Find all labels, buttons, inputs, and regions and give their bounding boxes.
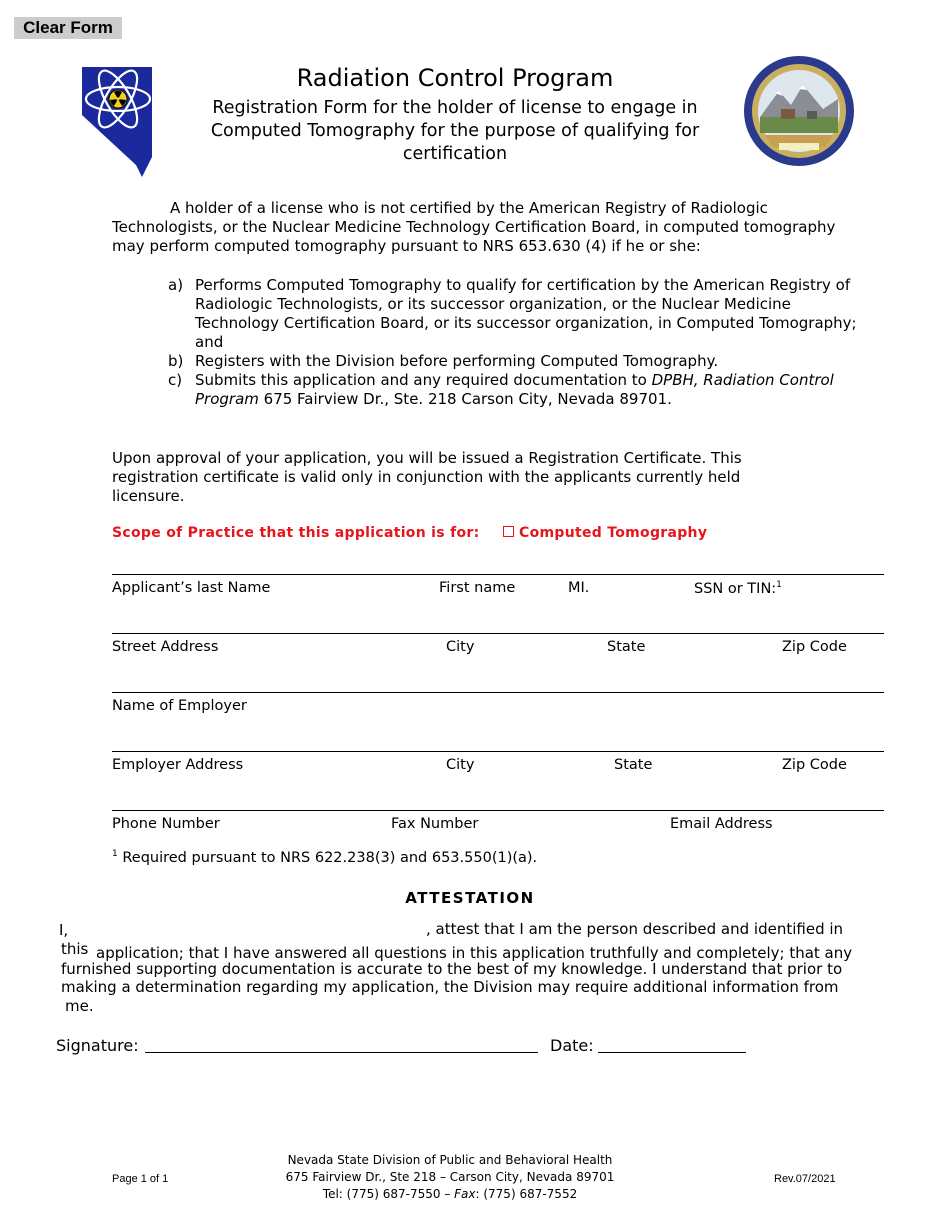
employer-zip-label: Zip Code	[782, 757, 847, 773]
intro-paragraph: A holder of a license who is not certified by the American Registry of Radiologic Technologists, or the Nuclear Medicine Technology Certification Board, in computed tomography may perform computed tomography pursuant to NRS 653.630 (4) if he or she:	[112, 199, 836, 255]
footer-phone: Tel: (775) 687-7550 – Fax: (775) 687-7552	[322, 1187, 578, 1201]
footer-address-block	[240, 1152, 660, 1203]
date-field[interactable]	[598, 1052, 746, 1053]
attest-line-3: furnished supporting documentation is accurate to the best of my knowledge. I understand that prior to	[61, 960, 843, 978]
contact-field[interactable]	[112, 810, 884, 811]
footer-org: Nevada State Division of Public and Behavioral Health	[287, 1153, 613, 1167]
approval-paragraph: Upon approval of your application, you will be issued a Registration Certificate. This registration certificate is valid only in conjunction with the applicants currently held licensure.	[112, 449, 742, 505]
revision-date: Rev.07/2021	[774, 1173, 836, 1185]
attest-line-4: making a determination regarding my application, the Division may require additional information from	[61, 978, 839, 996]
footnote: $^1$ Required pursuant to NRS 622.238(3) and 653.550(1)(a).	[112, 849, 538, 866]
ssn-label: SSN or TIN:$^1$	[694, 580, 782, 597]
checkbox-computed-tomography[interactable]	[503, 526, 514, 537]
footer-address: 675 Fairview Dr., Ste 218 – Carson City, Nevada 89701	[285, 1170, 615, 1184]
scope-option-ct[interactable]: Computed Tomography	[503, 525, 707, 541]
employer-state-label: State	[614, 757, 653, 773]
nevada-atom-logo	[80, 65, 156, 177]
list-item: b) Registers with the Division before performing Computed Tomography.	[168, 352, 719, 370]
attest-line-5: me.	[65, 997, 94, 1015]
street-address-field[interactable]	[112, 633, 884, 634]
page-subtitle: Registration Form for the holder of license to engage in Computed Tomography for the purpose of qualifying for certification	[210, 98, 700, 164]
employer-address-field[interactable]	[112, 751, 884, 752]
city-label: City	[446, 639, 475, 655]
state-label: State	[607, 639, 646, 655]
attest-line-2: application; that I have answered all questions in this application truthfully and completely; that any	[96, 944, 853, 962]
page-number: Page 1 of 1	[112, 1173, 169, 1185]
zip-code-label: Zip Code	[782, 639, 847, 655]
nevada-state-seal	[743, 55, 855, 167]
list-item: c) Submits this application and any required documentation to DPBH, Radiation Control Program 675 Fairview Dr., Ste. 218 Carson City, Nevada 89701.	[168, 371, 834, 408]
clear-form-button[interactable]: Clear Form	[14, 17, 122, 39]
signature-field[interactable]	[145, 1052, 538, 1053]
phone-label: Phone Number	[112, 816, 220, 832]
employer-address-label: Employer Address	[112, 757, 244, 773]
fax-label: Fax Number	[391, 816, 479, 832]
scope-label: Scope of Practice that this application is for:	[112, 525, 480, 541]
page-title: Radiation Control Program	[296, 64, 614, 92]
first-name-label: First name	[439, 580, 516, 596]
applicant-name-field[interactable]	[112, 574, 884, 575]
signature-label: Signature:	[56, 1036, 139, 1055]
attest-this: this	[61, 940, 89, 958]
attestation-heading: ATTESTATION	[405, 889, 535, 907]
date-label: Date:	[550, 1036, 594, 1055]
street-address-label: Street Address	[112, 639, 219, 655]
attest-line-1: , attest that I am the person described and identified in	[426, 920, 844, 938]
employer-name-field[interactable]	[112, 692, 884, 693]
employer-name-label: Name of Employer	[112, 698, 247, 714]
employer-city-label: City	[446, 757, 475, 773]
attest-prefix: I,	[59, 921, 69, 939]
email-label: Email Address	[670, 816, 773, 832]
list-item: a) Performs Computed Tomography to qualify for certification by the American Registry of Radiologic Technologists, or its successor organization, or the Nuclear Medicine Technology Certification Board, or its successor organization, in Computed Tomography; and	[168, 276, 857, 351]
requirements-list	[168, 276, 858, 409]
mi-label: MI.	[568, 580, 590, 596]
last-name-label: Applicant’s last Name	[112, 580, 271, 596]
